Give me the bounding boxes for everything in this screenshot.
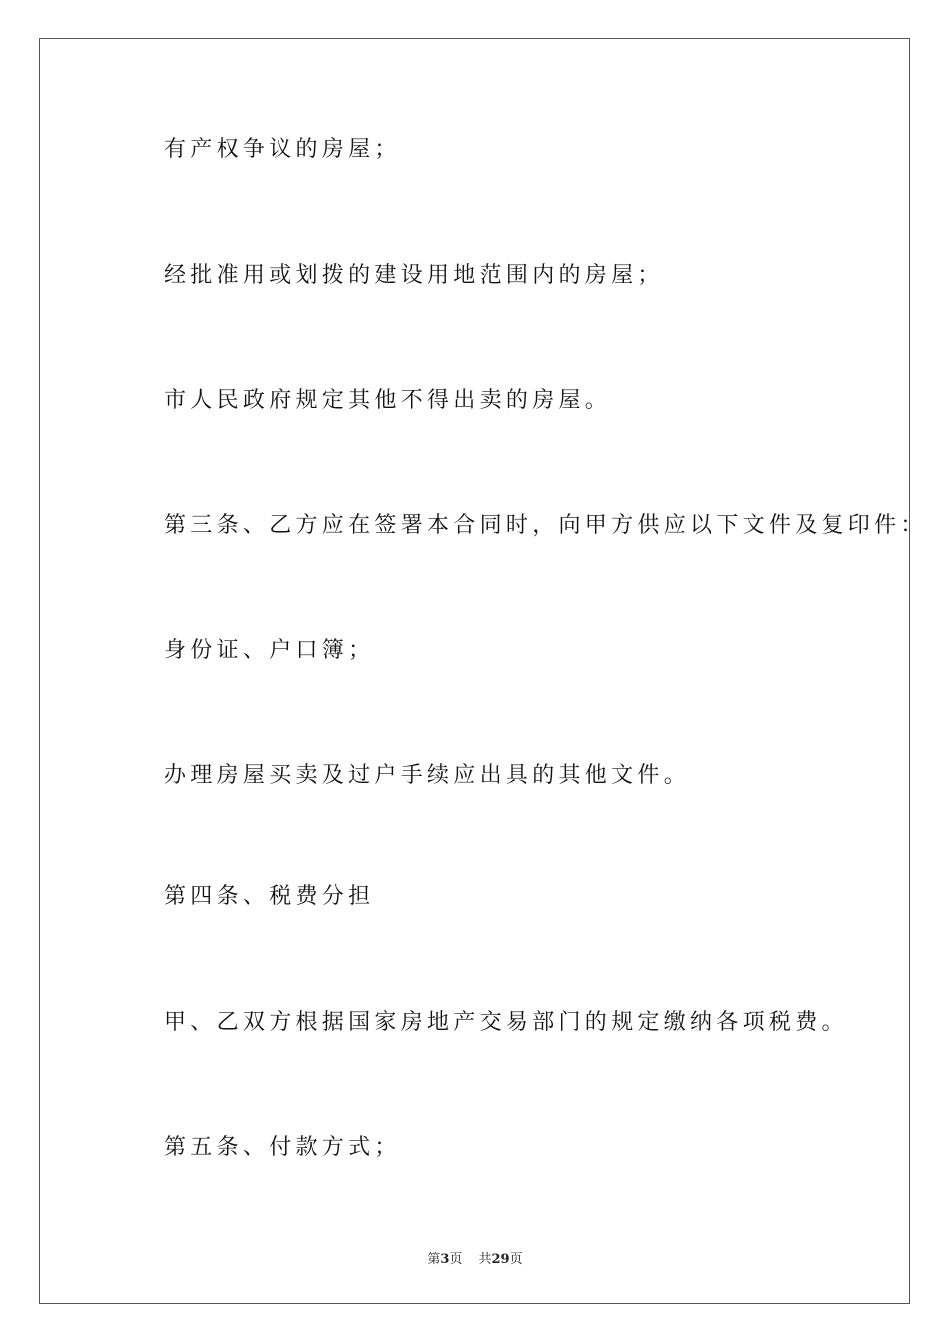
section-heading: 第五条、付款方式； — [164, 1135, 401, 1160]
paragraph: 经批准用或划拨的建设用地范围内的房屋； — [164, 263, 664, 288]
paragraph: 办理房屋买卖及过户手续应出具的其他文件。 — [164, 763, 691, 788]
section-heading: 第四条、税费分担 — [164, 884, 375, 909]
paragraph: 第三条、乙方应在签署本合同时，向甲方供应以下文件及复印件： — [164, 513, 927, 538]
page-border — [39, 38, 910, 1304]
page-number: 3 — [440, 1252, 450, 1267]
page-footer — [0, 1248, 950, 1267]
total-pages-indicator: 共29页 — [478, 1252, 523, 1267]
page-indicator: 第3页 — [427, 1252, 463, 1267]
paragraph: 身份证、户口簿； — [164, 638, 375, 663]
paragraph: 甲、乙双方根据国家房地产交易部门的规定缴纳各项税费。 — [164, 1010, 848, 1035]
total-pages: 29 — [491, 1252, 510, 1267]
paragraph: 有产权争议的房屋； — [164, 137, 401, 162]
paragraph: 市人民政府规定其他不得出卖的房屋。 — [164, 388, 612, 413]
